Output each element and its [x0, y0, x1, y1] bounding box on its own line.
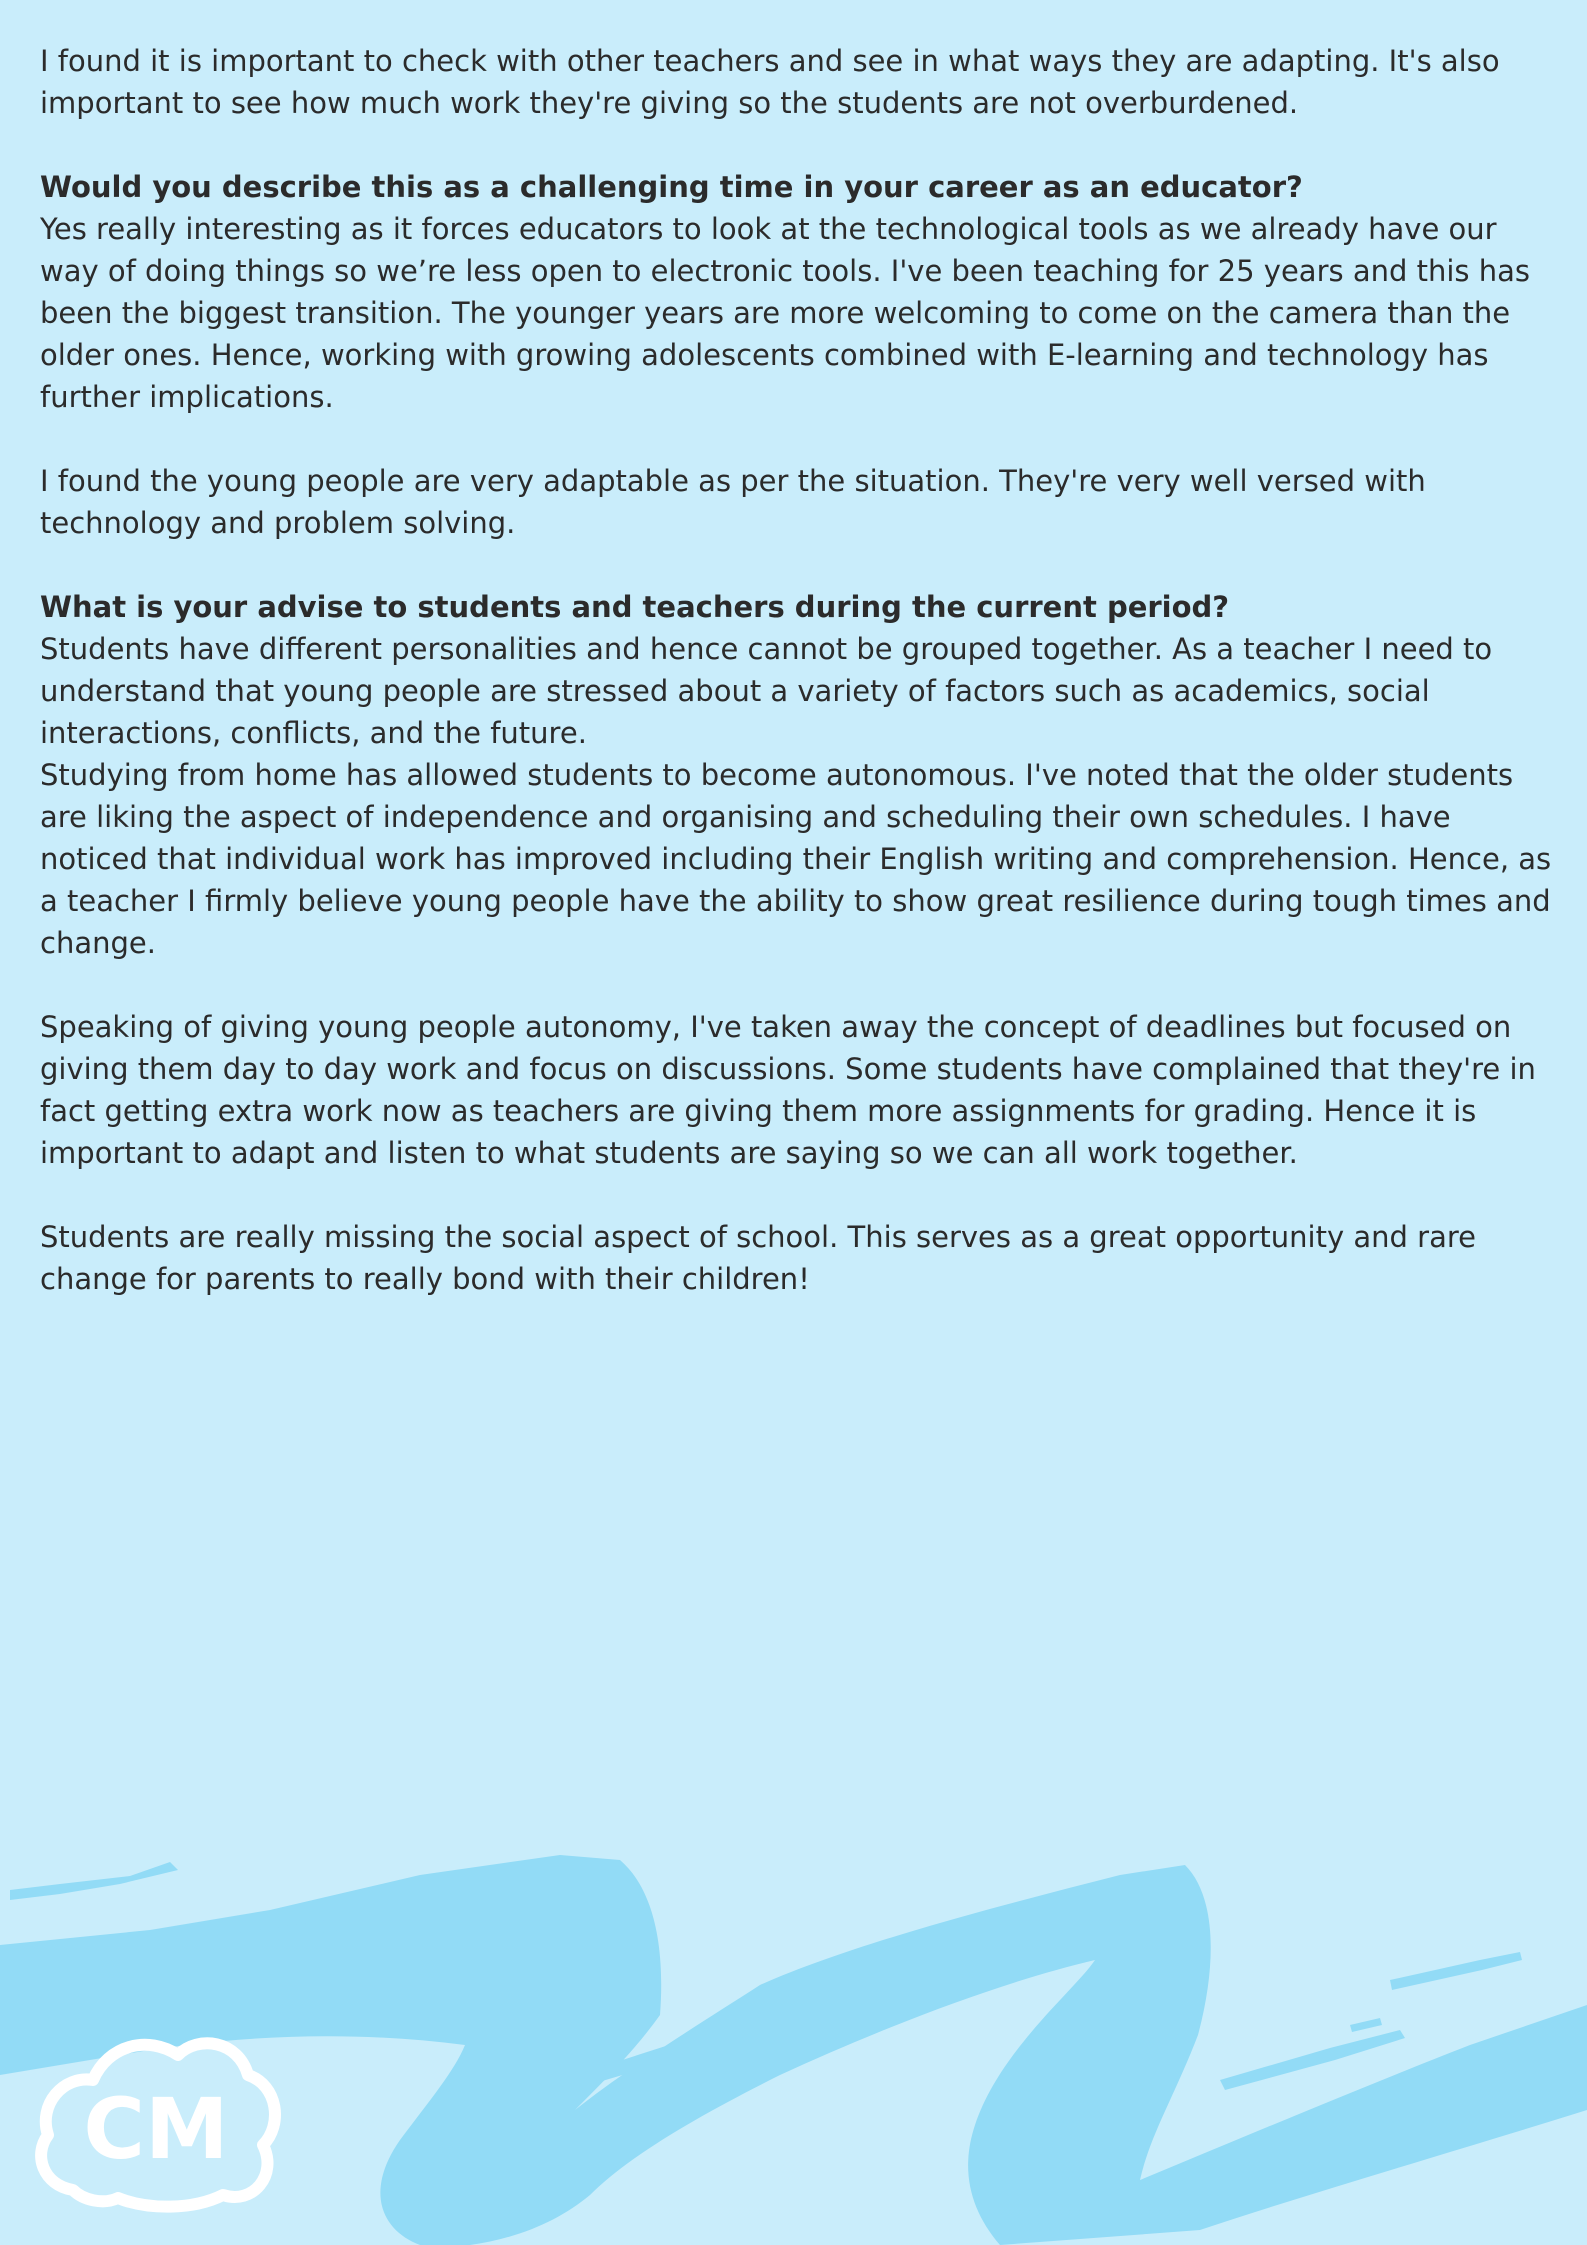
answer-paragraph: Yes really interesting as it forces educators to look at the technological tools as we already have our way of doing things so we’re less open to electronic tools. I've been teaching for 25 years and this has been the biggest transition. The younger years are more welcoming to come on the camera than the older ones. Hence, working with growing adolescents combined with E-learning and technology has further implications. [40, 212, 1530, 414]
body-paragraph: Speaking of giving young people autonomy, I've taken away the concept of deadlines but focused on giving them day to day work and focus on discussions. Some students have complained that they're in fact getting extra work now as teachers are giving them more assignments for grading. Hence it is important to adapt and listen to what students are saying so we can all work together. [40, 1010, 1536, 1170]
closing-paragraph: Students are really missing the social aspect of school. This serves as a great opportunity and rare change for parents to really bond with their children! [40, 1220, 1476, 1296]
logo-text: CM [83, 2080, 229, 2178]
answer-paragraph: Students have different personalities and hence cannot be grouped together. As a teacher I need to understand that young people are stressed about a variety of factors such as academics, social interactions, conflicts, and the future. [40, 632, 1493, 750]
intro-paragraph: I found it is important to check with other teachers and see in what ways they are adapting. It's also important to see how much work they're giving so the students are not overburdened. [40, 44, 1500, 120]
question-heading: What is your advise to students and teachers during the current period? [40, 590, 1230, 624]
paragraph-spacer [40, 124, 1555, 166]
answer-paragraph: Studying from home has allowed students to become autonomous. I've noted that the older students are liking the aspect of independence and organising and scheduling their own schedules. I have noticed that individual work has improved including their English writing and comprehension. Hence, as a teacher I firmly believe young people have the ability to show great resilience during tough times and change. [40, 758, 1552, 960]
question-heading: Would you describe this as a challenging time in your career as an educator? [40, 170, 1303, 204]
paragraph-spacer [40, 544, 1555, 586]
paragraph-spacer [40, 418, 1555, 460]
body-paragraph: I found the young people are very adaptable as per the situation. They're very well versed with technology and problem solving. [40, 464, 1426, 540]
paragraph-spacer [40, 964, 1555, 1006]
paragraph-spacer [40, 1174, 1555, 1216]
article-body [40, 40, 1555, 1300]
cm-logo [28, 2000, 288, 2220]
